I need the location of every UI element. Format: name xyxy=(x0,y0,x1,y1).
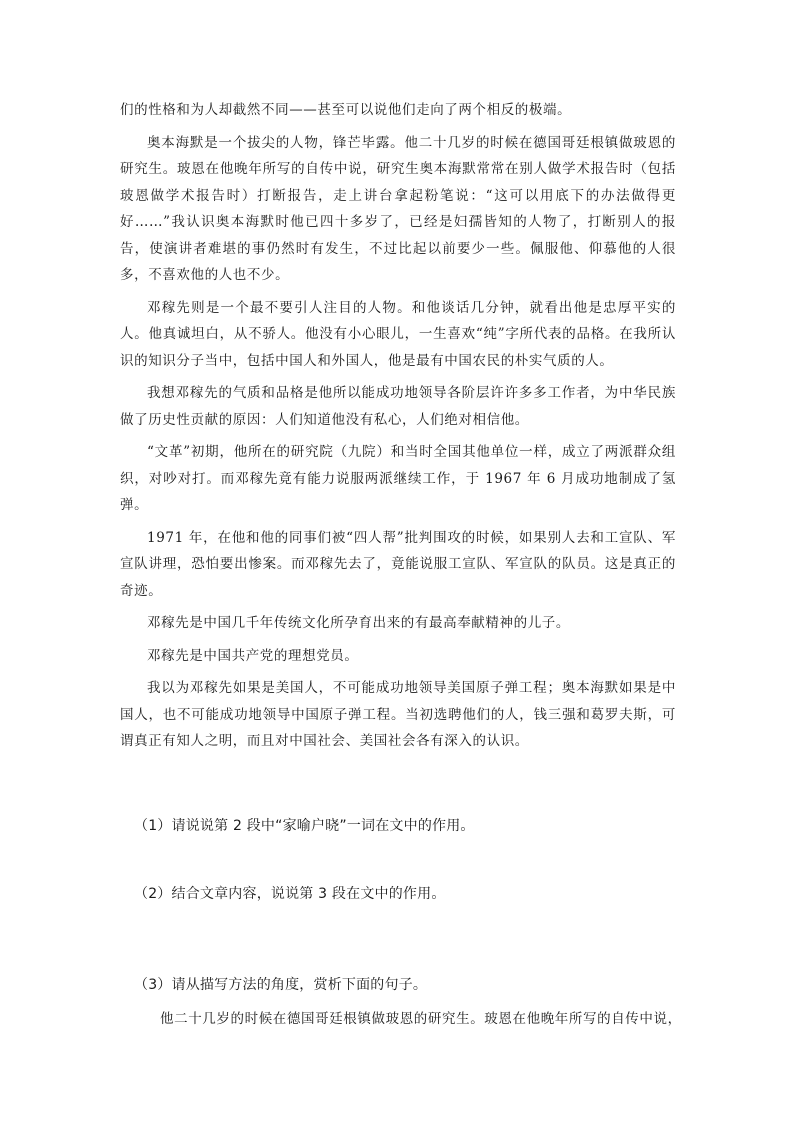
question-2: （2）结合文章内容，说说第 3 段在文中的作用。 xyxy=(134,886,446,902)
passage-paragraph-5: 1971 年，在他和他的同事们被“四人帮”批判围攻的时候，如果别人去和工宣队、军宣队讲理，恐怕要出惨案。而邓稼先去了，竟能说服工宣队、军宣队的队员。这是真正的奇迹。 xyxy=(120,529,676,599)
question-3: （3）请从描写方法的角度，赏析下面的句子。 xyxy=(134,977,428,993)
passage-paragraph-8: 我以为邓稼先如果是美国人，不可能成功地领导美国原子弹工程；奥本海默如果是中国人，也不可能成功地领导中国原子弹工程。当初选聘他们的人，钱三强和葛罗夫斯，可谓真正有知人之明，而且对中国社会、美国社会各有深入的认识。 xyxy=(120,680,676,749)
passage-paragraph-6: 邓稼先是中国几千年传统文化所孕育出来的有最高奉献精神的儿子。 xyxy=(147,615,570,631)
passage-paragraph-7: 邓稼先是中国共产党的理想党员。 xyxy=(147,647,359,664)
quoted-sentence: 他二十几岁的时候在德国哥廷根镇做玻恩的研究生。玻恩在他晚年所写的自传中说， xyxy=(160,1011,682,1027)
passage-paragraph-3: 我想邓稼先的气质和品格是他所以能成功地领导各阶层许许多多工作者，为中华民族做了历史性贡献的原因：人们知道他没有私心，人们绝对相信他。 xyxy=(120,385,676,428)
question-1: （1）请说说第 2 段中“家喻户晓”一词在文中的作用。 xyxy=(134,818,475,834)
passage-paragraph-0: 们的性格和为人却截然不同——甚至可以说他们走向了两个相反的极端。 xyxy=(120,102,572,118)
passage-paragraph-1: 奥本海默是一个拔尖的人物，锋芒毕露。他二十几岁的时候在德国哥廷根镇做玻恩的研究生。玻恩在他晚年所写的自传中说，研究生奥本海默常常在别人做学术报告时（包括玻恩做学术报告时）打断报告，走上讲台拿起粉笔说：“这可以用底下的办法做得更好……”我认识奥本海默时他已四十多岁了，已经是妇孺皆知的人物了，打断别人的报告，使演讲者难堪的事仍然时有发生，不过比起以前要少一些。佩服他、仰慕他的人很多，不喜欢他的人也不少。 xyxy=(120,134,676,283)
passage-paragraph-4: “文革”初期，他所在的研究院（九院）和当时全国其他单位一样，成立了两派群众组织，对吵对打。而邓稼先竟有能力说服两派继续工作，于 1967 年 6 月成功地制成了氢弹。 xyxy=(120,444,676,513)
passage-body xyxy=(120,97,676,761)
passage-paragraph-2: 邓稼先则是一个最不要引人注目的人物。和他谈话几分钟，就看出他是忠厚平实的人。他真诚坦白，从不骄人。他没有小心眼儿，一生喜欢“纯”字所代表的品格。在我所认识的知识分子当中，包括中国人和外国人，他是最有中国农民的朴实气质的人。 xyxy=(120,299,676,369)
